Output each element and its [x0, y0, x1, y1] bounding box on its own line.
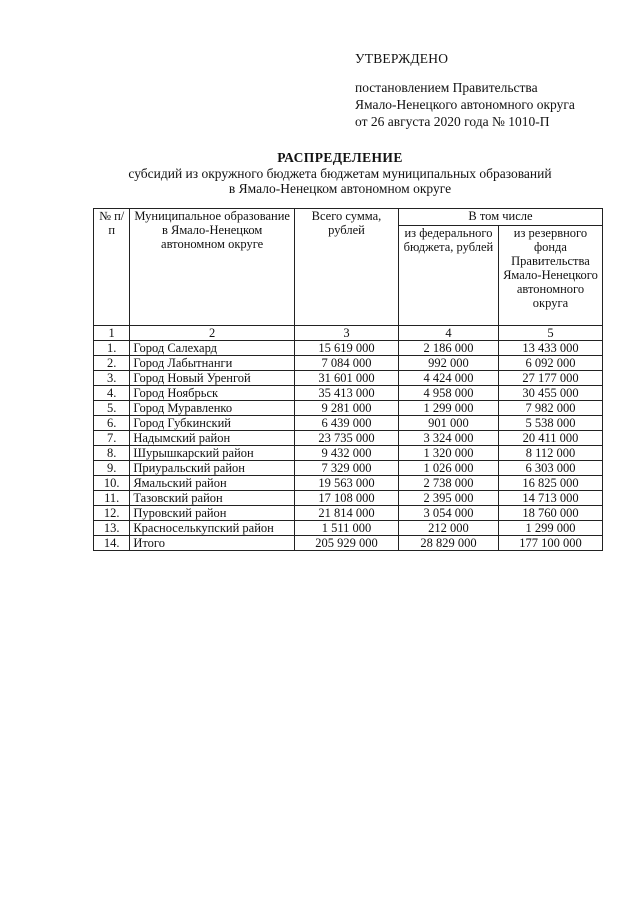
row-reserve: 6 092 000	[498, 356, 602, 371]
document-subtitle-line: в Ямало-Ненецком автономном округе	[228, 181, 452, 196]
row-reserve: 18 760 000	[498, 506, 602, 521]
row-municipality: Город Новый Уренгой	[130, 371, 295, 386]
row-number: 2.	[94, 356, 130, 371]
row-number: 3.	[94, 371, 130, 386]
row-number: 5.	[94, 401, 130, 416]
document-title-block	[60, 150, 620, 196]
row-total: 205 929 000	[294, 536, 398, 551]
row-total: 31 601 000	[294, 371, 398, 386]
row-total: 23 735 000	[294, 431, 398, 446]
table-row	[94, 521, 603, 536]
table-row	[94, 446, 603, 461]
row-total: 35 413 000	[294, 386, 398, 401]
approval-block	[355, 50, 625, 130]
table-row	[94, 506, 603, 521]
row-total: 17 108 000	[294, 491, 398, 506]
row-federal: 28 829 000	[398, 536, 498, 551]
row-federal: 4 958 000	[398, 386, 498, 401]
table-row	[94, 371, 603, 386]
row-total: 1 511 000	[294, 521, 398, 536]
row-federal: 992 000	[398, 356, 498, 371]
row-number: 10.	[94, 476, 130, 491]
header-municipality: Муниципальное образование в Ямало-Ненецком автономном округе	[130, 209, 295, 326]
approval-line: Ямало-Ненецкого автономного округа	[355, 97, 575, 112]
distribution-table	[93, 208, 603, 551]
table-row	[94, 356, 603, 371]
row-total: 6 439 000	[294, 416, 398, 431]
row-total: 15 619 000	[294, 341, 398, 356]
column-number: 3	[294, 326, 398, 341]
row-reserve: 27 177 000	[498, 371, 602, 386]
table-row	[94, 386, 603, 401]
row-federal: 1 320 000	[398, 446, 498, 461]
row-municipality: Надымский район	[130, 431, 295, 446]
column-number: 1	[94, 326, 130, 341]
table-row	[94, 491, 603, 506]
row-federal: 1 026 000	[398, 461, 498, 476]
table-row	[94, 536, 603, 551]
row-reserve: 16 825 000	[498, 476, 602, 491]
row-number: 11.	[94, 491, 130, 506]
row-reserve: 14 713 000	[498, 491, 602, 506]
table-row	[94, 431, 603, 446]
row-federal: 1 299 000	[398, 401, 498, 416]
column-number: 2	[130, 326, 295, 341]
row-municipality: Тазовский район	[130, 491, 295, 506]
row-number: 8.	[94, 446, 130, 461]
row-federal: 4 424 000	[398, 371, 498, 386]
row-total: 19 563 000	[294, 476, 398, 491]
row-number: 9.	[94, 461, 130, 476]
row-total: 21 814 000	[294, 506, 398, 521]
row-total: 9 432 000	[294, 446, 398, 461]
row-municipality: Город Лабытнанги	[130, 356, 295, 371]
row-municipality: Ямальский район	[130, 476, 295, 491]
row-number: 4.	[94, 386, 130, 401]
row-total: 7 329 000	[294, 461, 398, 476]
row-reserve: 5 538 000	[498, 416, 602, 431]
table-row	[94, 476, 603, 491]
row-reserve: 1 299 000	[498, 521, 602, 536]
row-municipality: Пуровский район	[130, 506, 295, 521]
header-federal: из федерального бюджета, рублей	[398, 226, 498, 326]
table-row	[94, 401, 603, 416]
row-number: 6.	[94, 416, 130, 431]
row-reserve: 6 303 000	[498, 461, 602, 476]
row-number: 12.	[94, 506, 130, 521]
row-reserve: 20 411 000	[498, 431, 602, 446]
row-municipality: Город Ноябрьск	[130, 386, 295, 401]
approval-line: от 26 августа 2020 года № 1010-П	[355, 114, 550, 129]
table-header-row	[94, 209, 603, 226]
row-reserve: 13 433 000	[498, 341, 602, 356]
row-total: 9 281 000	[294, 401, 398, 416]
row-reserve: 177 100 000	[498, 536, 602, 551]
header-reserve: из резервного фонда Правительства Ямало-Ненецкого автономного округа	[498, 226, 602, 326]
header-including: В том числе	[398, 209, 602, 226]
row-municipality: Город Салехард	[130, 341, 295, 356]
column-number: 5	[498, 326, 602, 341]
row-total: 7 084 000	[294, 356, 398, 371]
row-number: 13.	[94, 521, 130, 536]
row-federal: 212 000	[398, 521, 498, 536]
header-number: № п/п	[94, 209, 130, 326]
row-federal: 2 395 000	[398, 491, 498, 506]
row-federal: 2 186 000	[398, 341, 498, 356]
table-body	[94, 341, 603, 551]
header-total: Всего сумма, рублей	[294, 209, 398, 326]
row-number: 14.	[94, 536, 130, 551]
row-reserve: 30 455 000	[498, 386, 602, 401]
row-federal: 3 324 000	[398, 431, 498, 446]
row-municipality: Шурышкарский район	[130, 446, 295, 461]
row-reserve: 7 982 000	[498, 401, 602, 416]
row-municipality: Город Муравленко	[130, 401, 295, 416]
column-number-row	[94, 326, 603, 341]
row-federal: 901 000	[398, 416, 498, 431]
row-federal: 2 738 000	[398, 476, 498, 491]
table-row	[94, 416, 603, 431]
row-number: 7.	[94, 431, 130, 446]
row-municipality: Приуральский район	[130, 461, 295, 476]
row-number: 1.	[94, 341, 130, 356]
row-municipality: Красноселькупский район	[130, 521, 295, 536]
approval-heading: УТВЕРЖДЕНО	[355, 51, 449, 66]
table-row	[94, 341, 603, 356]
row-reserve: 8 112 000	[498, 446, 602, 461]
table-row	[94, 461, 603, 476]
row-municipality: Город Губкинский	[130, 416, 295, 431]
row-federal: 3 054 000	[398, 506, 498, 521]
row-municipality: Итого	[130, 536, 295, 551]
document-subtitle-line: субсидий из окружного бюджета бюджетам муниципальных образований	[128, 166, 552, 181]
column-number: 4	[398, 326, 498, 341]
approval-line: постановлением Правительства	[355, 80, 538, 95]
document-title: РАСПРЕДЕЛЕНИЕ	[277, 150, 403, 165]
